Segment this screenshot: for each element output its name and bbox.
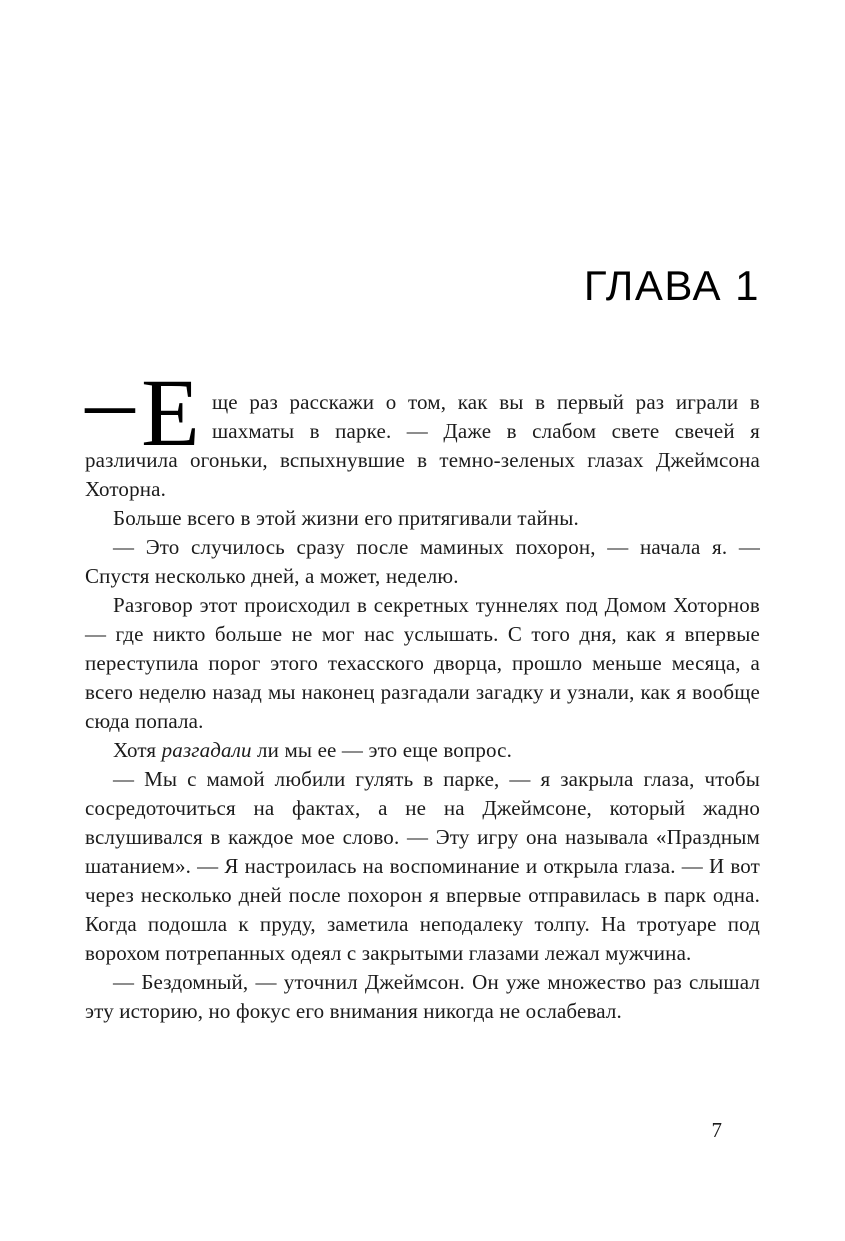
dropcap-dash: — (85, 347, 136, 455)
text-run: — Мы с мамой любили гулять в парке, — я закрыла глаза, чтобы сосредоточиться на фактах, а не на Джеймсоне, который жадно вслушивался в каждое мое слово. — Эту игру она называла «Праздным шатанием». — Я настроилась на воспоминание и открыла глаза. — И вот через несколько дней после похорон я впервые отправилась в парк одна. Когда подошла к пруду, заметила неподалеку толпу. На тротуаре под ворохом потрепанных одеял с закрытыми глазами лежал мужчина. (85, 767, 760, 966)
italic-run: разгадали (161, 738, 252, 763)
text-run: ли мы ее — это еще вопрос. (251, 738, 513, 763)
paragraph (85, 765, 760, 968)
paragraph (85, 736, 760, 765)
paragraph (85, 968, 760, 1026)
chapter-body (85, 347, 760, 1026)
paragraph (85, 533, 760, 591)
text-run: ще раз расскажи о том, как вы в первый раз играли в шахматы в парке. — Даже в слабом свете свечей я различила огоньки, вспыхнувшие в темно-зеленых глазах Джеймсона Хоторна. (85, 390, 760, 502)
text-run: Хотя (113, 738, 162, 763)
dropcap-letter: Е (141, 359, 200, 467)
paragraph (85, 591, 760, 736)
chapter-heading: ГЛАВА 1 (583, 262, 760, 309)
dropcap (85, 347, 200, 467)
page-number: 7 (711, 1118, 722, 1142)
paragraph (85, 347, 760, 504)
paragraph (85, 504, 760, 533)
text-run: Больше всего в этой жизни его притягивали тайны. (113, 506, 579, 531)
text-run: — Это случилось сразу после маминых похорон, — начала я. — Спустя несколько дней, а может, неделю. (85, 535, 760, 589)
text-run: — Бездомный, — уточнил Джеймсон. Он уже множество раз слышал эту историю, но фокус его внимания никогда не ослабевал. (85, 970, 760, 1024)
text-run: Разговор этот происходил в секретных туннелях под Домом Хоторнов — где никто больше не мог нас услышать. С того дня, как я впервые переступила порог этого техасского дворца, прошло меньше месяца, а всего неделю назад мы наконец разгадали загадку и узнали, как я вообще сюда попала. (85, 593, 760, 734)
